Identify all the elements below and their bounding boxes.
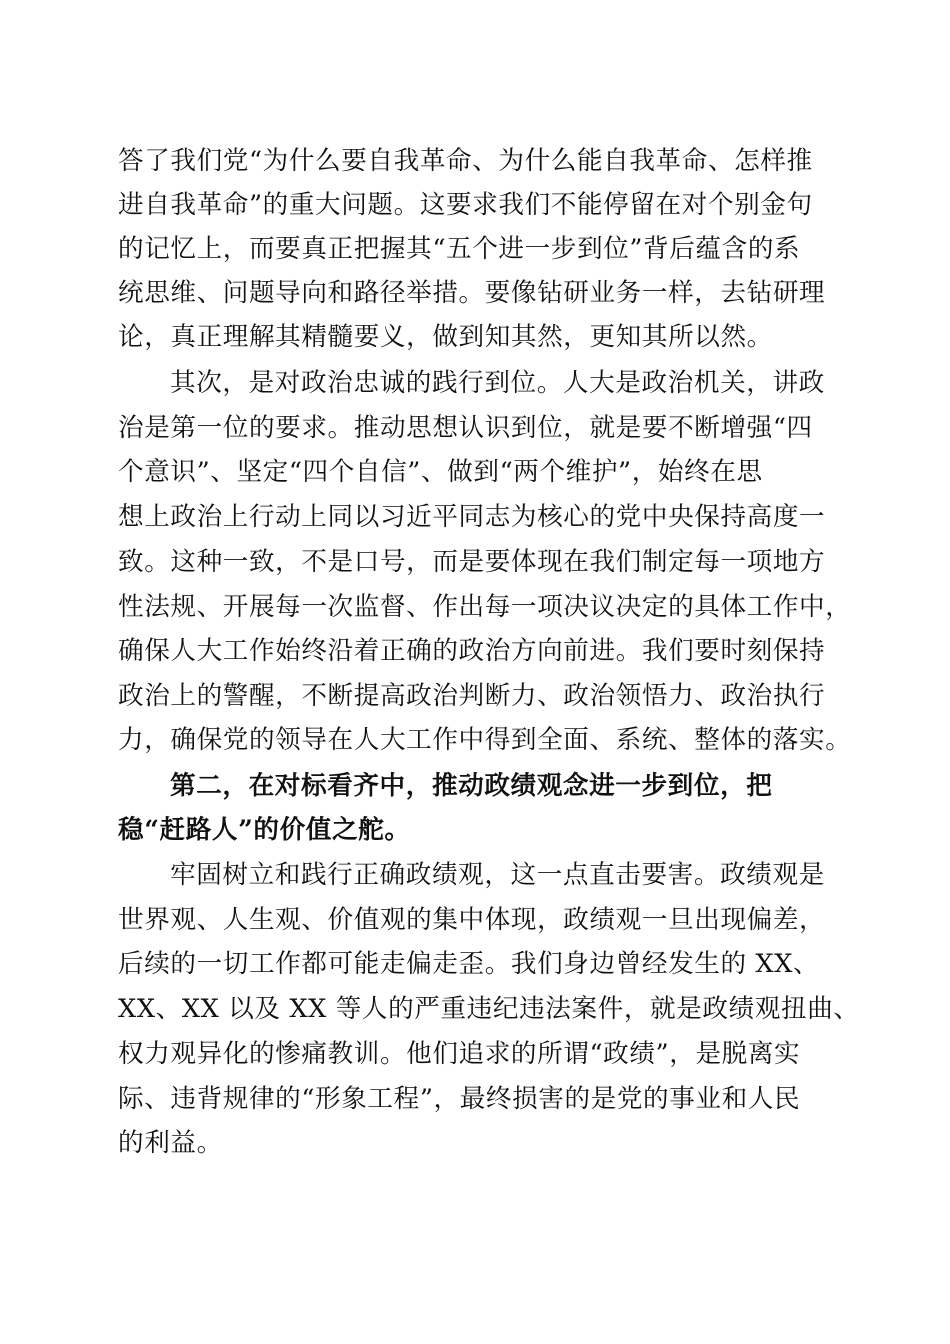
text-line: 个意识”、坚定“四个自信”、做到“两个维护”，始终在思 bbox=[118, 457, 763, 487]
text-line: 力，确保党的领导在人大工作中得到全面、系统、整体的落实。 bbox=[118, 725, 852, 755]
text-line: 确保人大工作始终沿着正确的政治方向前进。我们要时刻保持 bbox=[118, 636, 826, 666]
text-line: 后续的一切工作都可能走偏走歪。我们身边曾经发生的 XX、 bbox=[118, 949, 820, 979]
heading-line: 稳“赶路人”的价值之舵。 bbox=[118, 815, 411, 845]
text-line: 世界观、人生观、价值观的集中体现，政绩观一旦出现偏差， bbox=[118, 905, 826, 935]
text-line: 论，真正理解其精髓要义，做到知其然，更知其所以然。 bbox=[118, 322, 773, 352]
text-line: 治是第一位的要求。推动思想认识到位，就是要不断增强“四 bbox=[118, 413, 813, 443]
text-line: 统思维、问题导向和路径举措。要像钻研业务一样，去钻研理 bbox=[118, 278, 826, 308]
text-line: 进自我革命”的重大问题。这要求我们不能停留在对个别金句 bbox=[118, 190, 813, 220]
text-line: 政治上的警醒，不断提高政治判断力、政治领悟力、政治执行 bbox=[118, 681, 826, 711]
text-line: 想上政治上行动上同以习近平同志为核心的党中央保持高度一 bbox=[118, 502, 826, 532]
text-line: 的记忆上，而要真正把握其“五个进一步到位”背后蕴含的系 bbox=[118, 234, 801, 264]
text-line: 性法规、开展每一次监督、作出每一项决议决定的具体工作中， bbox=[118, 592, 852, 622]
text-line: 牢固树立和践行正确政绩观，这一点直击要害。政绩观是 bbox=[170, 860, 825, 890]
text-line: 答了我们党“为什么要自我革命、为什么能自我革命、怎样推 bbox=[118, 146, 813, 176]
text-line: 致。这种一致，不是口号，而是要体现在我们制定每一项地方 bbox=[118, 547, 826, 577]
text-line: 其次，是对政治忠诚的践行到位。人大是政治机关，讲政 bbox=[170, 368, 825, 398]
text-line: XX、XX 以及 XX 等人的严重违纪违法案件，就是政绩观扭曲、 bbox=[118, 994, 860, 1024]
text-line: 际、违背规律的“形象工程”，最终损害的是党的事业和人民 bbox=[118, 1084, 801, 1114]
heading-line: 第二，在对标看齐中，推动政绩观念进一步到位，把 bbox=[170, 771, 773, 801]
text-line: 权力观异化的惨痛教训。他们追求的所谓“政绩”，是脱离实 bbox=[118, 1039, 801, 1069]
text-line: 的利益。 bbox=[118, 1128, 223, 1158]
